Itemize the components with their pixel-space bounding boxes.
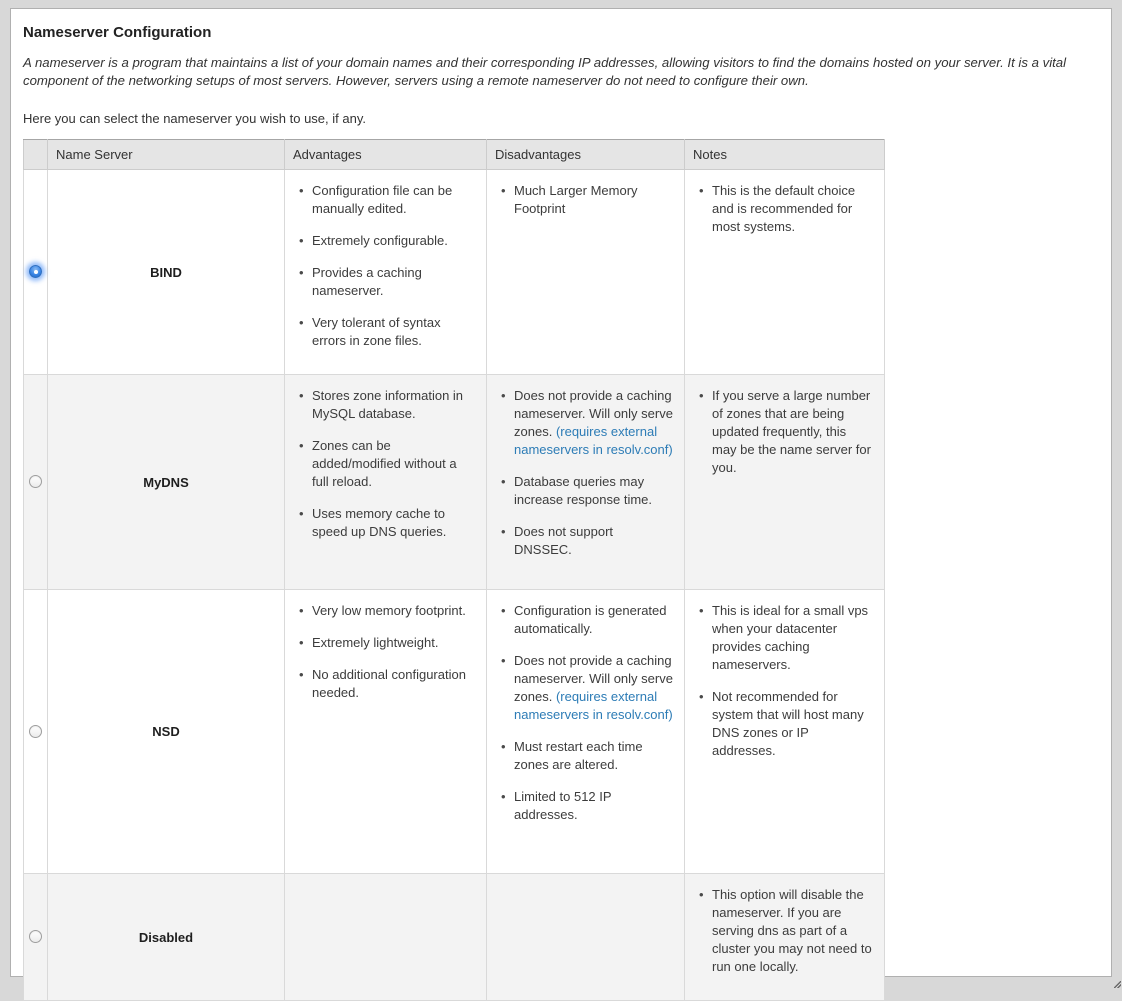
- bullet-item: • Database queries may increase response time.: [514, 473, 674, 509]
- bullet-item: • If you serve a large number of zones that are being updated frequently, this may be the name server for you.: [712, 387, 874, 477]
- column-header-notes: Notes: [685, 140, 885, 170]
- bullet-item: [514, 652, 674, 724]
- bullet-item: • Stores zone information in MySQL database.: [312, 387, 476, 423]
- bullet-text: Does not provide a caching nameserver. Will only serve zones.: [514, 388, 673, 439]
- content-panel: [10, 8, 1112, 977]
- notes-cell-mydns: [685, 375, 885, 590]
- radio-nsd[interactable]: [29, 725, 42, 738]
- advantages-cell-disabled: [285, 874, 487, 1001]
- resolv-conf-link[interactable]: (requires external nameservers in resolv.conf): [514, 424, 673, 457]
- bullet-item: • This is ideal for a small vps when your datacenter provides caching nameservers.: [712, 602, 874, 674]
- advantages-cell-mydns: [285, 375, 487, 590]
- notes-cell-bind: [685, 170, 885, 375]
- radio-cell-mydns: [24, 375, 48, 590]
- column-header-advantages: Advantages: [285, 140, 487, 170]
- disadvantages-cell-bind: [487, 170, 685, 375]
- column-header-disadvantages: Disadvantages: [487, 140, 685, 170]
- bullet-item: [514, 387, 674, 459]
- notes-cell-nsd: [685, 590, 885, 874]
- nameserver-name-bind: BIND: [48, 170, 285, 375]
- bullet-item: • This option will disable the nameserver. If you are serving dns as part of a cluster you may not need to run one locally.: [712, 886, 874, 976]
- table-row-mydns: [24, 375, 885, 590]
- advantages-cell-bind: [285, 170, 487, 375]
- radio-cell-nsd: [24, 590, 48, 874]
- nameserver-name-nsd: NSD: [48, 590, 285, 874]
- table-header-row: [24, 140, 885, 170]
- bullet-item: • Very tolerant of syntax errors in zone files.: [312, 314, 476, 350]
- bullet-item: • Extremely configurable.: [312, 232, 476, 250]
- bullet-text: Does not provide a caching nameserver. Will only serve zones.: [514, 653, 673, 704]
- resolv-conf-link[interactable]: (requires external nameservers in resolv.conf): [514, 689, 673, 722]
- bullet-item: • Does not support DNSSEC.: [514, 523, 674, 559]
- column-header-select: [24, 140, 48, 170]
- radio-bind[interactable]: [29, 265, 42, 278]
- disadvantages-cell-disabled: [487, 874, 685, 1001]
- bullet-item: • Must restart each time zones are altered.: [514, 738, 674, 774]
- bullet-item: • Zones can be added/modified without a full reload.: [312, 437, 476, 491]
- table-row-disabled: [24, 874, 885, 1001]
- page-title: Nameserver Configuration: [23, 24, 1099, 41]
- radio-cell-disabled: [24, 874, 48, 1001]
- table-row-nsd: [24, 590, 885, 874]
- bullet-item: • Uses memory cache to speed up DNS queries.: [312, 505, 476, 541]
- bullet-item: • No additional configuration needed.: [312, 666, 476, 702]
- radio-disabled[interactable]: [29, 930, 42, 943]
- column-header-name-server: Name Server: [48, 140, 285, 170]
- bullet-item: • Extremely lightweight.: [312, 634, 476, 652]
- page-description: A nameserver is a program that maintains a list of your domain names and their corresponding IP addresses, allowing visitors to find the domains hosted on your server. It is a vital component of the networking setups of most servers. However, servers using a remote nameserver do not need to configure their own.: [23, 54, 1095, 90]
- radio-mydns[interactable]: [29, 475, 42, 488]
- bullet-item: • Provides a caching nameserver.: [312, 264, 476, 300]
- nameserver-table: [23, 139, 885, 1001]
- disadvantages-cell-nsd: [487, 590, 685, 874]
- bullet-item: • Much Larger Memory Footprint: [514, 182, 674, 218]
- radio-cell-bind: [24, 170, 48, 375]
- nameserver-name-mydns: MyDNS: [48, 375, 285, 590]
- bullet-item: • Limited to 512 IP addresses.: [514, 788, 674, 824]
- bullet-item: • Very low memory footprint.: [312, 602, 476, 620]
- disadvantages-cell-mydns: [487, 375, 685, 590]
- advantages-cell-nsd: [285, 590, 487, 874]
- table-row-bind: [24, 170, 885, 375]
- bullet-item: • Configuration is generated automatically.: [514, 602, 674, 638]
- resize-grip-icon: [1114, 981, 1121, 988]
- bullet-item: • Not recommended for system that will host many DNS zones or IP addresses.: [712, 688, 874, 760]
- nameserver-name-disabled: Disabled: [48, 874, 285, 1001]
- bullet-item: • This is the default choice and is recommended for most systems.: [712, 182, 874, 236]
- selection-prompt: Here you can select the nameserver you wish to use, if any.: [23, 111, 1099, 126]
- bullet-item: • Configuration file can be manually edited.: [312, 182, 476, 218]
- notes-cell-disabled: [685, 874, 885, 1001]
